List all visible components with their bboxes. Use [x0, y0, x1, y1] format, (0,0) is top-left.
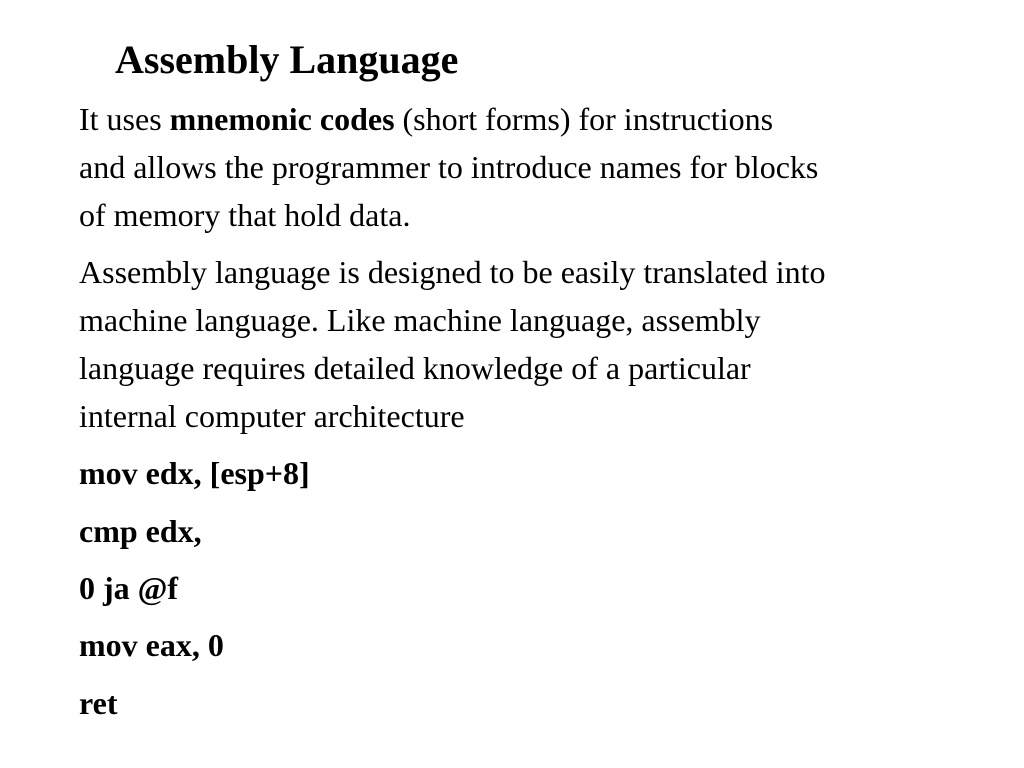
code-line: ret — [79, 685, 118, 721]
paragraph-text: It uses — [79, 101, 170, 137]
paragraph-mnemonic-codes — [79, 95, 818, 239]
paragraph-line — [79, 95, 818, 143]
paragraph-line: language requires detailed knowledge of a particular — [79, 350, 751, 386]
emphasis-mnemonic-codes: mnemonic codes — [169, 101, 395, 137]
paragraph-line: machine language. Like machine language, assembly — [79, 302, 761, 338]
slide-title: Assembly Language — [115, 37, 459, 82]
paragraph-line: Assembly language is designed to be easily translated into — [79, 254, 826, 290]
paragraph-assembly-description — [79, 248, 826, 440]
code-line: 0 ja @f — [79, 570, 179, 606]
code-line: mov edx, [esp+8] — [79, 455, 310, 491]
code-line: mov eax, 0 — [79, 627, 224, 663]
paragraph-text: (short forms) for instructions — [394, 101, 774, 137]
paragraph-line: and allows the programmer to introduce names for blocks — [79, 149, 819, 185]
paragraph-line: of memory that hold data. — [79, 197, 411, 233]
code-line: cmp edx, — [79, 513, 202, 549]
paragraph-line: internal computer architecture — [79, 398, 465, 434]
